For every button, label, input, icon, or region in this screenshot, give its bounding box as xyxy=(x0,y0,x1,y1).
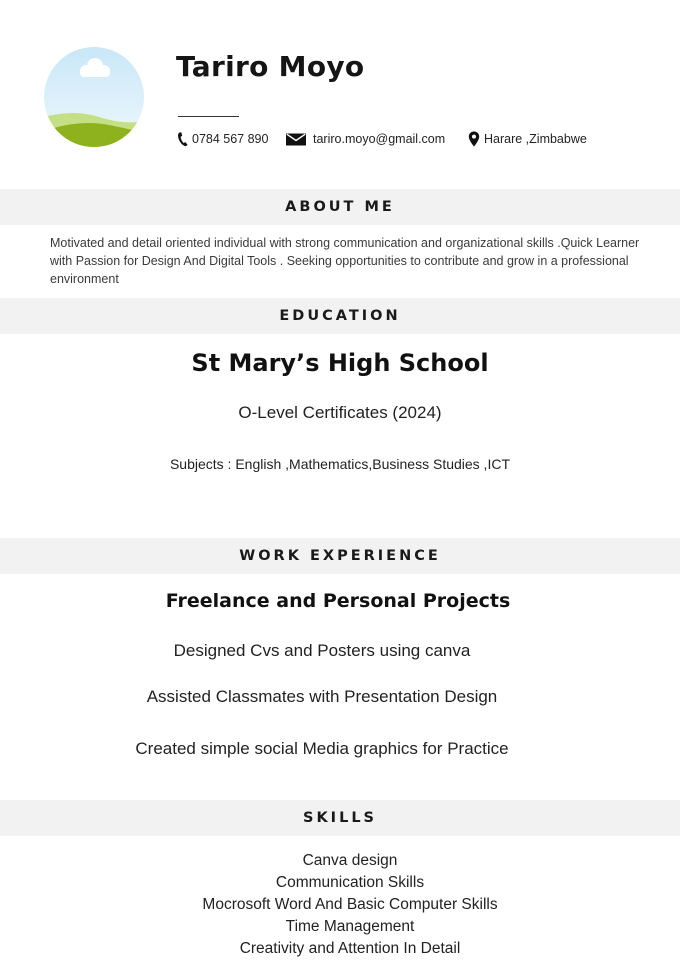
location-text: Harare ,Zimbabwe xyxy=(484,132,587,146)
work-item: Created simple social Media graphics for Practice xyxy=(135,739,509,758)
work-section-header xyxy=(0,538,680,574)
work-heading: WORK EXPERIENCE xyxy=(239,548,441,564)
education-section-header xyxy=(0,298,680,334)
skill-item: Canva design xyxy=(302,852,398,869)
phone-number: 0784 567 890 xyxy=(192,132,269,146)
about-text: Motivated and detail oriented individual with strong communication and organizational skills .Quick Learner with Passion for Design And Digital Tools . Seeking opportunities to contribute and grow in a professional environment xyxy=(50,236,640,286)
landscape-image-icon xyxy=(44,47,144,147)
contact-email xyxy=(286,130,445,148)
certificate: O-Level Certificates (2024) xyxy=(238,403,442,422)
about-section-header xyxy=(0,189,680,225)
skill-item: Communication Skills xyxy=(275,874,425,891)
skills-section-header xyxy=(0,800,680,836)
subjects: Subjects : English ,Mathematics,Business Studies ,ICT xyxy=(169,456,511,472)
location-pin-icon xyxy=(468,131,480,147)
school-name: St Mary’s High School xyxy=(191,349,489,377)
work-title: Freelance and Personal Projects xyxy=(165,590,511,612)
contact-phone xyxy=(177,130,268,148)
candidate-name: Tariro Moyo xyxy=(176,50,365,83)
profile-photo xyxy=(44,47,144,147)
work-item: Designed Cvs and Posters using canva xyxy=(173,641,471,660)
skills-heading: SKILLS xyxy=(303,810,377,826)
about-heading: ABOUT ME xyxy=(285,199,395,215)
work-item: Assisted Classmates with Presentation Design xyxy=(146,687,498,706)
envelope-icon xyxy=(286,133,306,146)
skill-item: Mocrosoft Word And Basic Computer Skills xyxy=(202,896,498,913)
phone-icon xyxy=(177,132,188,147)
education-heading: EDUCATION xyxy=(279,308,401,324)
email-address: tariro.moyo@gmail.com xyxy=(313,132,446,146)
skill-item: Creativity and Attention In Detail xyxy=(239,940,461,957)
contact-location xyxy=(468,130,587,148)
skill-item: Time Management xyxy=(285,918,415,935)
name-divider xyxy=(178,116,239,117)
